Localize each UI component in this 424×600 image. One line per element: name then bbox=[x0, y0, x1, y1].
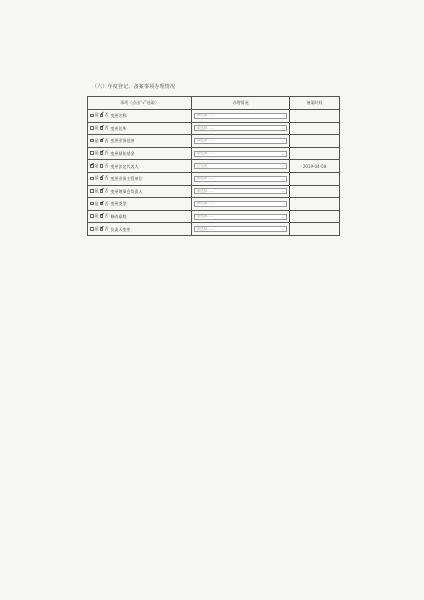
item-cell bbox=[88, 210, 192, 223]
date-cell bbox=[290, 147, 340, 160]
yes-option[interactable] bbox=[90, 125, 99, 131]
table-row bbox=[88, 135, 340, 148]
status-cell bbox=[192, 160, 290, 173]
date-cell bbox=[290, 135, 340, 148]
yes-label: 是 bbox=[94, 137, 99, 143]
yes-option[interactable] bbox=[90, 201, 99, 207]
yes-label: 是 bbox=[94, 213, 99, 219]
status-cell bbox=[192, 147, 290, 160]
status-select[interactable] bbox=[194, 113, 287, 119]
status-value: 请选择...... bbox=[196, 138, 215, 143]
item-name: 变更理事会负责人 bbox=[110, 188, 143, 194]
table-header-row bbox=[88, 97, 340, 110]
chevron-down-icon: ⌄ bbox=[281, 139, 285, 143]
no-label: 否 bbox=[104, 162, 109, 168]
date-cell: 2019-04-08 bbox=[290, 160, 340, 173]
no-option[interactable] bbox=[100, 175, 109, 181]
item-cell bbox=[88, 185, 192, 198]
chevron-down-icon: ⌄ bbox=[281, 177, 285, 181]
date-cell bbox=[290, 172, 340, 185]
no-label: 否 bbox=[104, 225, 109, 231]
yes-option[interactable] bbox=[90, 150, 99, 156]
status-value: 请选择...... bbox=[196, 214, 215, 219]
item-name: 修改章程 bbox=[110, 213, 127, 219]
date-cell bbox=[290, 210, 340, 223]
status-value: 请选择...... bbox=[196, 188, 215, 193]
yes-checkbox[interactable] bbox=[90, 177, 94, 181]
no-option[interactable] bbox=[100, 163, 109, 169]
item-cell bbox=[88, 147, 192, 160]
date-cell bbox=[290, 223, 340, 236]
status-value: 请选择...... bbox=[196, 201, 215, 206]
item-cell bbox=[88, 135, 192, 148]
status-value: 请选择...... bbox=[196, 125, 215, 130]
yes-label: 是 bbox=[94, 150, 99, 156]
yes-option[interactable] bbox=[90, 138, 99, 144]
item-cell bbox=[88, 160, 192, 173]
yes-label: 是 bbox=[94, 187, 99, 193]
no-checkbox[interactable] bbox=[100, 126, 104, 130]
no-option[interactable] bbox=[100, 213, 109, 219]
yes-checkbox[interactable] bbox=[90, 189, 94, 193]
registration-table bbox=[87, 96, 340, 236]
item-cell bbox=[88, 223, 192, 236]
status-cell bbox=[192, 110, 290, 123]
status-select[interactable] bbox=[194, 151, 287, 157]
no-option[interactable] bbox=[100, 150, 109, 156]
chevron-down-icon: ⌄ bbox=[281, 189, 285, 193]
no-option[interactable] bbox=[100, 125, 109, 131]
yes-checkbox[interactable] bbox=[90, 164, 94, 168]
date-cell bbox=[290, 122, 340, 135]
item-name: 变更住所 bbox=[110, 125, 127, 131]
yes-label: 是 bbox=[94, 200, 99, 206]
yes-option[interactable] bbox=[90, 112, 99, 118]
no-label: 否 bbox=[104, 137, 109, 143]
table-row bbox=[88, 160, 340, 173]
status-select[interactable] bbox=[194, 188, 287, 194]
status-select[interactable] bbox=[194, 201, 287, 207]
yes-label: 是 bbox=[94, 112, 99, 118]
yes-checkbox[interactable] bbox=[90, 202, 94, 206]
section-title: （六）年度登记、备案事项办理情况 bbox=[92, 84, 176, 90]
status-cell bbox=[192, 185, 290, 198]
yes-checkbox[interactable] bbox=[90, 214, 94, 218]
yes-checkbox[interactable] bbox=[90, 114, 94, 118]
no-option[interactable] bbox=[100, 226, 109, 232]
column-header-item: 事项（点击“√”选取） bbox=[88, 97, 192, 110]
status-cell bbox=[192, 198, 290, 211]
status-value: 请选择...... bbox=[196, 176, 215, 181]
status-value: 请选择...... bbox=[196, 151, 215, 156]
item-cell bbox=[88, 198, 192, 211]
no-option[interactable] bbox=[100, 112, 109, 118]
no-checkbox[interactable] bbox=[100, 214, 104, 218]
status-cell bbox=[192, 135, 290, 148]
item-name: 变更名称 bbox=[110, 113, 127, 119]
yes-label: 是 bbox=[94, 175, 99, 181]
no-checkbox[interactable] bbox=[100, 227, 104, 231]
chevron-down-icon: ⌄ bbox=[281, 114, 285, 118]
item-cell bbox=[88, 122, 192, 135]
no-option[interactable] bbox=[100, 138, 109, 144]
yes-option[interactable] bbox=[90, 163, 99, 169]
no-label: 否 bbox=[104, 150, 109, 156]
yes-option[interactable] bbox=[90, 188, 99, 194]
table-row bbox=[88, 185, 340, 198]
status-value: 请选择...... bbox=[196, 226, 215, 231]
status-cell bbox=[192, 210, 290, 223]
item-name: 变更类型 bbox=[110, 201, 127, 207]
no-label: 否 bbox=[104, 175, 109, 181]
item-name: 变更法定代表人 bbox=[110, 163, 139, 169]
date-cell bbox=[290, 198, 340, 211]
item-name: 负责人变更 bbox=[110, 226, 131, 232]
no-checkbox[interactable] bbox=[100, 139, 104, 143]
item-name: 变更业务范围 bbox=[110, 138, 135, 144]
no-option[interactable] bbox=[100, 201, 109, 207]
status-select[interactable] bbox=[194, 226, 287, 232]
yes-checkbox[interactable] bbox=[90, 139, 94, 143]
date-cell bbox=[290, 185, 340, 198]
table-row bbox=[88, 110, 340, 123]
chevron-down-icon: ⌄ bbox=[281, 215, 285, 218]
yes-checkbox[interactable] bbox=[90, 126, 94, 130]
status-cell bbox=[192, 223, 290, 236]
status-select[interactable] bbox=[194, 125, 287, 131]
no-label: 否 bbox=[104, 112, 109, 118]
no-checkbox[interactable] bbox=[100, 189, 104, 193]
chevron-down-icon: ⌄ bbox=[281, 164, 285, 168]
chevron-down-icon: ⌄ bbox=[281, 227, 285, 231]
chevron-down-icon: ⌄ bbox=[281, 126, 285, 130]
status-value: 已完成 bbox=[196, 163, 208, 168]
no-checkbox[interactable] bbox=[100, 202, 104, 206]
status-value: 请选择...... bbox=[196, 113, 215, 118]
yes-option[interactable] bbox=[90, 226, 99, 232]
no-option[interactable] bbox=[100, 188, 109, 194]
table-row bbox=[88, 198, 340, 211]
no-label: 否 bbox=[104, 187, 109, 193]
chevron-down-icon: ⌄ bbox=[281, 152, 285, 155]
status-cell bbox=[192, 172, 290, 185]
status-cell bbox=[192, 122, 290, 135]
status-select[interactable] bbox=[194, 176, 287, 182]
status-select[interactable] bbox=[194, 214, 287, 220]
column-header-date: 备案时间 bbox=[290, 97, 340, 110]
no-checkbox[interactable] bbox=[100, 151, 104, 155]
yes-option[interactable] bbox=[90, 175, 99, 181]
date-cell bbox=[290, 110, 340, 123]
no-label: 否 bbox=[104, 124, 109, 130]
yes-label: 是 bbox=[94, 162, 99, 168]
yes-option[interactable] bbox=[90, 213, 99, 219]
item-name: 变更业务主管单位 bbox=[110, 176, 143, 182]
yes-label: 是 bbox=[94, 225, 99, 231]
no-label: 否 bbox=[104, 200, 109, 206]
no-checkbox[interactable] bbox=[100, 114, 104, 118]
table-row bbox=[88, 172, 340, 185]
table-row bbox=[88, 223, 340, 236]
chevron-down-icon: ⌄ bbox=[281, 202, 285, 206]
table-row bbox=[88, 147, 340, 160]
no-label: 否 bbox=[104, 213, 109, 219]
no-checkbox[interactable] bbox=[100, 164, 104, 168]
yes-checkbox[interactable] bbox=[90, 227, 94, 231]
table-row bbox=[88, 210, 340, 223]
yes-checkbox[interactable] bbox=[90, 151, 94, 155]
item-cell bbox=[88, 172, 192, 185]
yes-label: 是 bbox=[94, 124, 99, 130]
column-header-status: 办理情况 bbox=[192, 97, 290, 110]
item-cell bbox=[88, 110, 192, 123]
table-row bbox=[88, 122, 340, 135]
item-name: 变更原始基金 bbox=[110, 150, 135, 156]
status-select[interactable] bbox=[194, 138, 287, 144]
no-checkbox[interactable] bbox=[100, 177, 104, 181]
status-select[interactable] bbox=[194, 163, 287, 169]
